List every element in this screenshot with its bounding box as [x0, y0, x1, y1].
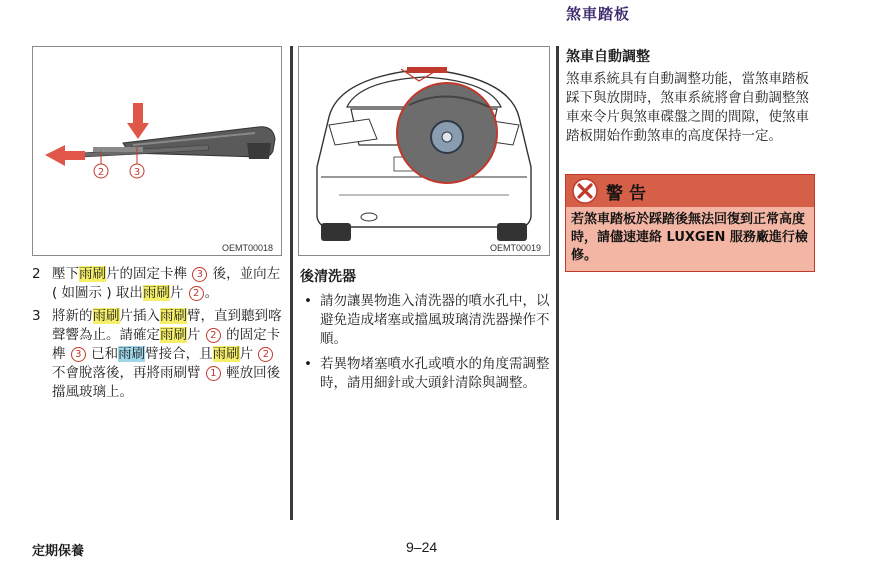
step-text [52, 266, 280, 301]
callout-label-2: 2 [97, 167, 105, 178]
list-item [300, 292, 550, 349]
circled-number: 1 [206, 366, 221, 381]
bullet-text: 請勿讓異物進入清洗器的噴水孔中，以避免造成堵塞或擋風玻璃清洗器操作不順。 [320, 293, 550, 347]
figure-caption-left: OEMT00018 [222, 243, 274, 253]
page-number: 9–24 [406, 539, 438, 555]
warning-text: 若煞車踏板於踩踏後無法回復到正常高度時，請儘速連絡 LUXGEN 服務廠進行檢修。 [571, 212, 808, 263]
step-text-run: 壓下 [52, 266, 79, 282]
warning-title: 警告 [606, 183, 652, 204]
washer-heading: 後清洗器 [300, 269, 356, 285]
bullet-text: 若異物堵塞噴水孔或噴水的角度需調整時，請用細針或大頭針清除與調整。 [320, 356, 550, 391]
highlighted-term: 雨刷 [212, 346, 240, 362]
step-text-run: 片插入 [119, 308, 160, 324]
list-item [300, 355, 550, 393]
step-text-run: 後，並向左 ( 如圖示 ) 取出 [52, 266, 281, 301]
highlighted-term: 雨刷 [160, 308, 187, 324]
slide-left-arrow-icon [45, 145, 85, 166]
column-divider-left [290, 46, 293, 520]
circled-number: 2 [206, 328, 221, 343]
step-text-run: 片的固定卡榫 [106, 266, 192, 282]
warning-header [566, 175, 814, 207]
step-item [32, 265, 282, 303]
column-divider-right [556, 46, 559, 520]
highlighted-term: 雨刷 [118, 346, 146, 362]
wiper-steps [32, 265, 282, 404]
step-item [32, 307, 282, 402]
washer-bullets [300, 292, 550, 399]
wiper-illustration [33, 47, 281, 255]
step-text-run: 片 [239, 346, 258, 362]
car-rear-illustration [299, 47, 549, 255]
circled-number: 2 [258, 347, 273, 362]
circled-number: 3 [71, 347, 86, 362]
brake-heading: 煞車自動調整 [566, 49, 650, 65]
step-text-run: 不會脫落後，再將雨刷臂 [52, 365, 205, 381]
highlighted-term: 雨刷 [92, 308, 120, 324]
highlighted-term: 雨刷 [142, 285, 170, 301]
section-title: 煞車踏板 [566, 5, 631, 23]
bullet-dot: • [304, 293, 312, 309]
step-number: 2 [32, 266, 41, 282]
press-arrow-icon [127, 103, 149, 139]
step-text-run: 已和 [86, 346, 119, 362]
step-text-run: 臂，直到聽到喀聲響為止。請確定 [52, 308, 282, 343]
step-text-run: 。 [204, 285, 219, 301]
step-number: 3 [32, 308, 41, 324]
washer-nozzle-zoom [397, 83, 497, 183]
step-text-run: 片 [187, 327, 205, 343]
step-text-run: 的固定卡榫 [52, 327, 281, 362]
highlighted-term: 雨刷 [160, 327, 187, 343]
bullet-dot: • [304, 356, 312, 372]
x-mark-icon [572, 178, 598, 204]
circled-number: 3 [192, 267, 207, 282]
footer-chapter: 定期保養 [32, 544, 85, 559]
circled-number: 2 [189, 286, 204, 301]
wiper-figure [32, 46, 282, 256]
highlighted-term: 雨刷 [79, 266, 106, 282]
step-text [52, 308, 282, 400]
step-text-run: 輕放回後擋風玻璃上。 [52, 365, 281, 400]
rear-washer-figure [298, 46, 550, 256]
step-text-run: 片 [169, 285, 188, 301]
brake-paragraph: 煞車系統具有自動調整功能，當煞車踏板踩下與放開時，煞車系統將會自動調整煞車來令片與煞車碟盤之間的間隙，使煞車踏板開始作動煞車的高度保持一定。 [566, 71, 809, 144]
callout-label-3: 3 [133, 167, 141, 178]
warning-box [565, 174, 815, 272]
figure-caption-middle: OEMT00019 [490, 243, 542, 253]
step-text-run: 臂接合，且 [145, 346, 213, 362]
step-text-run: 將新的 [52, 308, 93, 324]
